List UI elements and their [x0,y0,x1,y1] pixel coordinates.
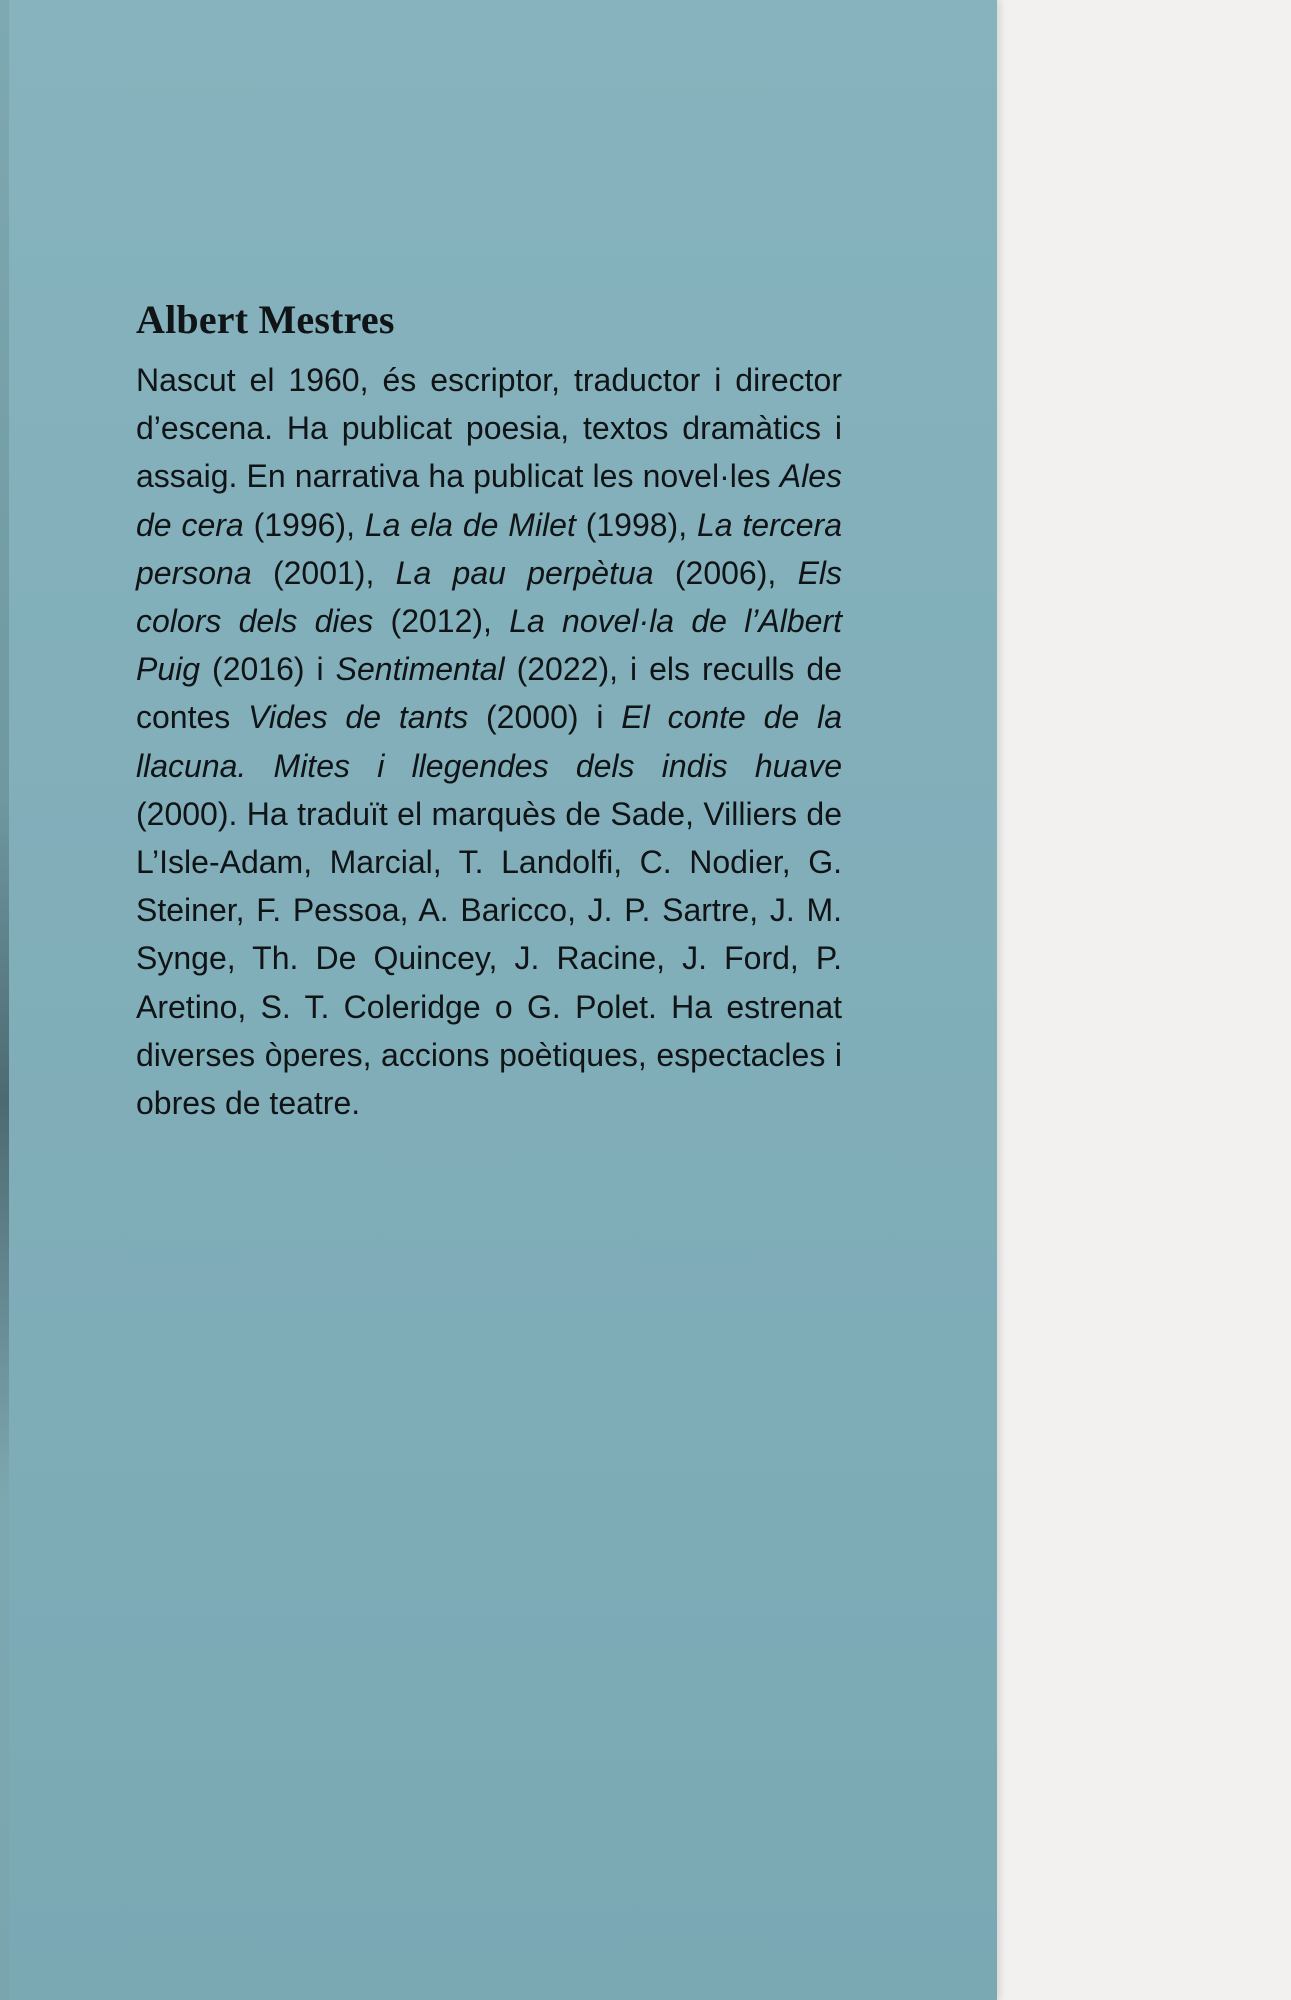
bio-segment: (1996), [243,506,365,543]
book-title: La novel·la de l’Albert Puig [136,603,843,688]
book-title: Vides de tants [248,699,469,736]
bio-segment: (1998), [575,506,697,543]
bio-segment: (2000) i [468,699,622,736]
bio-segment: (2001), [251,554,396,591]
bio-segment: (2022), i els reculls de contes [136,651,843,736]
book-title: Ales de cera [136,458,842,543]
bio-segment: (2016) i [200,651,336,688]
book-title: Els colors dels dies [136,554,843,640]
book-title: Sentimental [335,651,505,688]
bio-segment: (2000). Ha traduït el marquès de Sade, Villiers de L’Isle-Adam, Marcial, T. Landolfi, C. Nodier, G. Steiner, F. Pessoa, A. Baricco, J. P. Sartre, J. M. Synge, Th. De Quincey, J. Racine, J. Ford, P. Aretino, S. T. Coleridge o G. Polet. Ha estrenat diverses òperes, accions poètiques, espectacles i obres de teatre. [136,795,842,1122]
bio-segment: (2012), [373,603,510,640]
book-title: La tercera persona [136,506,842,591]
author-bio [136,294,842,1127]
book-title: La ela de Milet [364,506,576,543]
book-title: La pau perpètua [395,554,654,591]
bio-segment: Nascut el 1960, és escriptor, traductor i director d’escena. Ha publicat poesia, textos dramàtics i assaig. En narrativa ha publicat les novel·les [136,362,842,495]
book-title: El conte de la llacuna. Mites i llegendes dels indis huave [136,699,843,784]
bio-text [136,356,842,1127]
bio-segment: (2006), [653,554,798,591]
author-name: Albert Mestres [136,297,395,342]
spine-edge [0,0,9,2000]
